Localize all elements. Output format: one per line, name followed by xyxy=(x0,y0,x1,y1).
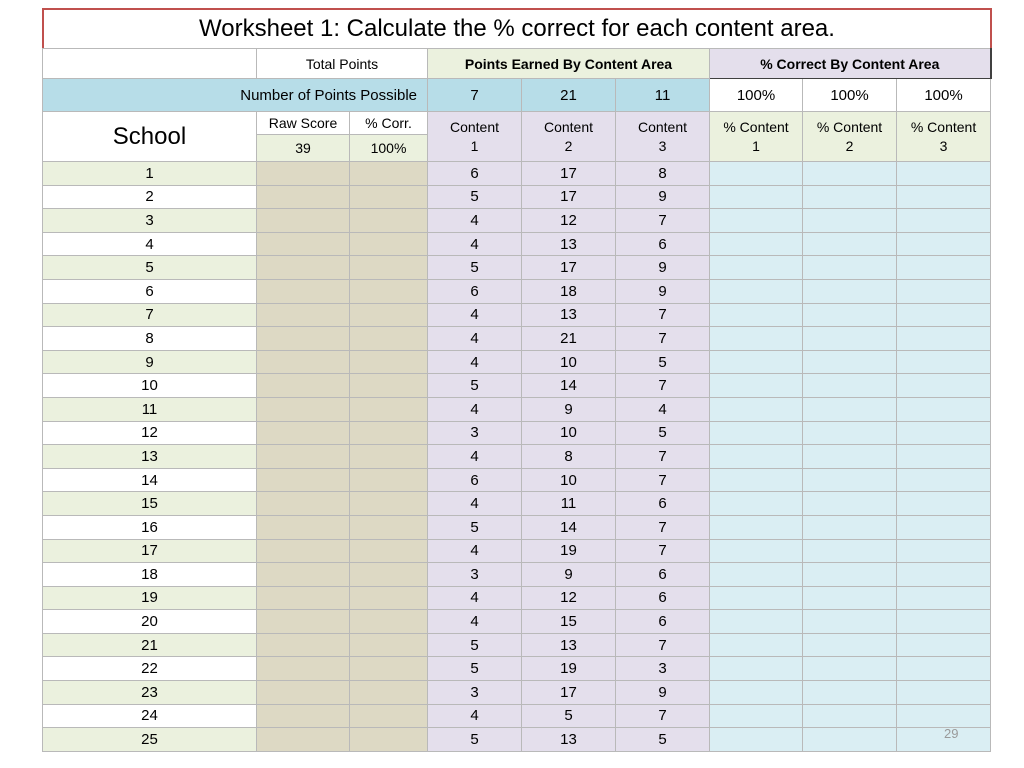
pct-content-3-input-cell[interactable] xyxy=(897,633,991,657)
raw-score-input-cell[interactable] xyxy=(257,704,350,728)
content-3-cell: 7 xyxy=(616,633,710,657)
raw-score-input-cell[interactable] xyxy=(257,232,350,256)
pct-content-2-input-cell[interactable] xyxy=(803,728,897,752)
raw-score-input-cell[interactable] xyxy=(257,162,350,186)
content-1-cell: 5 xyxy=(428,256,522,280)
pct-content-2-input-cell[interactable] xyxy=(803,421,897,445)
raw-score-input-cell[interactable] xyxy=(257,492,350,516)
raw-score-input-cell[interactable] xyxy=(257,586,350,610)
pct-content-2-input-cell[interactable] xyxy=(803,232,897,256)
pct-content-2-input-cell[interactable] xyxy=(803,704,897,728)
content-3-cell: 5 xyxy=(616,421,710,445)
pct-content-2-input-cell[interactable] xyxy=(803,492,897,516)
possible-content-3: 11 xyxy=(616,79,710,112)
pct-corr-input-cell[interactable] xyxy=(350,515,428,539)
raw-score-input-cell[interactable] xyxy=(257,445,350,469)
raw-score-input-cell[interactable] xyxy=(257,610,350,634)
raw-score-input-cell[interactable] xyxy=(257,185,350,209)
school-cell: 2 xyxy=(43,185,257,209)
worksheet-title-text: Worksheet 1: Calculate the % correct for each content area. xyxy=(199,15,835,42)
pct-content-3-input-cell[interactable] xyxy=(897,209,991,233)
content-2-cell: 17 xyxy=(522,256,616,280)
worksheet-table xyxy=(42,48,992,752)
pct-content-3-input-cell[interactable] xyxy=(897,539,991,563)
table-row xyxy=(43,728,991,752)
pct-corr-input-cell[interactable] xyxy=(350,350,428,374)
pct-content-2-input-cell[interactable] xyxy=(803,303,897,327)
pct-content-3-label: % Content 3 xyxy=(910,118,977,154)
content-1-cell: 6 xyxy=(428,468,522,492)
content-2-cell: 9 xyxy=(522,563,616,587)
table-row xyxy=(43,350,991,374)
content-1-cell: 4 xyxy=(428,704,522,728)
school-cell: 8 xyxy=(43,327,257,351)
pct-content-2-input-cell[interactable] xyxy=(803,350,897,374)
pct-content-1-input-cell[interactable] xyxy=(710,657,803,681)
content-1-cell: 4 xyxy=(428,232,522,256)
content-2-cell: 13 xyxy=(522,728,616,752)
possible-content-2: 21 xyxy=(522,79,616,112)
pct-content-2-input-cell[interactable] xyxy=(803,374,897,398)
content-1-cell: 6 xyxy=(428,279,522,303)
content-2-cell: 13 xyxy=(522,303,616,327)
school-cell: 17 xyxy=(43,539,257,563)
pct-content-2-label: % Content 2 xyxy=(816,118,883,154)
raw-score-input-cell[interactable] xyxy=(257,279,350,303)
school-cell: 15 xyxy=(43,492,257,516)
pct-content-1-input-cell[interactable] xyxy=(710,492,803,516)
content-3-cell: 6 xyxy=(616,586,710,610)
pct-content-2-input-cell[interactable] xyxy=(803,397,897,421)
content-1-cell: 3 xyxy=(428,681,522,705)
content-2-cell: 13 xyxy=(522,633,616,657)
content-3-cell: 7 xyxy=(616,515,710,539)
pct-corr-input-cell[interactable] xyxy=(350,421,428,445)
content-3-cell: 6 xyxy=(616,232,710,256)
pct-content-3-input-cell[interactable] xyxy=(897,303,991,327)
points-possible-label: Number of Points Possible xyxy=(43,79,428,112)
content-3-cell: 6 xyxy=(616,492,710,516)
raw-score-input-cell[interactable] xyxy=(257,563,350,587)
pct-content-2-input-cell[interactable] xyxy=(803,256,897,280)
table-row xyxy=(43,209,991,233)
pct-corr-input-cell[interactable] xyxy=(350,162,428,186)
content-1-cell: 5 xyxy=(428,657,522,681)
table-row xyxy=(43,586,991,610)
content-1-cell: 6 xyxy=(428,162,522,186)
content-2-cell: 11 xyxy=(522,492,616,516)
pct-content-1-input-cell[interactable] xyxy=(710,704,803,728)
content-3-label: Content 3 xyxy=(637,118,688,154)
content-2-cell: 17 xyxy=(522,185,616,209)
raw-score-input-cell[interactable] xyxy=(257,515,350,539)
pct-content-2-input-cell[interactable] xyxy=(803,633,897,657)
table-row xyxy=(43,563,991,587)
content-1-cell: 4 xyxy=(428,610,522,634)
content-3-cell: 9 xyxy=(616,185,710,209)
pct-content-1-input-cell[interactable] xyxy=(710,586,803,610)
pct-content-3-input-cell[interactable] xyxy=(897,492,991,516)
school-cell: 14 xyxy=(43,468,257,492)
raw-score-input-cell[interactable] xyxy=(257,657,350,681)
header-row-possible xyxy=(43,79,991,112)
pct-content-1-input-cell[interactable] xyxy=(710,209,803,233)
content-3-cell: 5 xyxy=(616,350,710,374)
pct-content-3-input-cell[interactable] xyxy=(897,468,991,492)
raw-score-input-cell[interactable] xyxy=(257,327,350,351)
pct-content-1-input-cell[interactable] xyxy=(710,327,803,351)
pct-content-3-input-cell[interactable] xyxy=(897,586,991,610)
pct-content-3-input-cell[interactable] xyxy=(897,256,991,280)
pct-corr-input-cell[interactable] xyxy=(350,397,428,421)
worksheet-title xyxy=(42,8,992,50)
content-3-cell: 9 xyxy=(616,279,710,303)
pct-content-2-input-cell[interactable] xyxy=(803,681,897,705)
school-cell: 9 xyxy=(43,350,257,374)
raw-score-input-cell[interactable] xyxy=(257,303,350,327)
content-2-cell: 14 xyxy=(522,374,616,398)
content-1-label: Content 1 xyxy=(449,118,500,154)
pct-content-1-input-cell[interactable] xyxy=(710,397,803,421)
raw-score-input-cell[interactable] xyxy=(257,421,350,445)
pct-content-3-input-cell[interactable] xyxy=(897,327,991,351)
content-3-cell: 7 xyxy=(616,704,710,728)
content-2-cell: 15 xyxy=(522,610,616,634)
content-3-header xyxy=(616,112,710,162)
content-2-cell: 13 xyxy=(522,232,616,256)
school-cell: 1 xyxy=(43,162,257,186)
content-2-label: Content 2 xyxy=(543,118,594,154)
raw-score-input-cell[interactable] xyxy=(257,397,350,421)
content-1-cell: 4 xyxy=(428,209,522,233)
content-2-cell: 19 xyxy=(522,657,616,681)
content-1-cell: 4 xyxy=(428,327,522,351)
raw-score-input-cell[interactable] xyxy=(257,681,350,705)
content-2-cell: 12 xyxy=(522,209,616,233)
header-row-3 xyxy=(43,112,991,135)
pct-content-3-input-cell[interactable] xyxy=(897,397,991,421)
pct-content-1-input-cell[interactable] xyxy=(710,232,803,256)
pct-corr-input-cell[interactable] xyxy=(350,492,428,516)
content-1-cell: 5 xyxy=(428,728,522,752)
pct-content-1-header xyxy=(710,112,803,162)
school-cell: 20 xyxy=(43,610,257,634)
content-3-cell: 4 xyxy=(616,397,710,421)
pct-content-1-input-cell[interactable] xyxy=(710,421,803,445)
raw-score-input-cell[interactable] xyxy=(257,468,350,492)
pct-content-1-input-cell[interactable] xyxy=(710,468,803,492)
content-2-cell: 12 xyxy=(522,586,616,610)
pct-content-3-input-cell[interactable] xyxy=(897,350,991,374)
pct-content-1-input-cell[interactable] xyxy=(710,515,803,539)
content-2-cell: 9 xyxy=(522,397,616,421)
content-3-cell: 5 xyxy=(616,728,710,752)
pct-content-3-header xyxy=(897,112,991,162)
school-cell: 21 xyxy=(43,633,257,657)
table-row xyxy=(43,515,991,539)
pct-content-2-input-cell[interactable] xyxy=(803,209,897,233)
blank-cell xyxy=(43,49,257,79)
pct-content-1-input-cell[interactable] xyxy=(710,256,803,280)
pct-content-2-input-cell[interactable] xyxy=(803,657,897,681)
table-row xyxy=(43,610,991,634)
pct-corr-input-cell[interactable] xyxy=(350,657,428,681)
pct-content-2-input-cell[interactable] xyxy=(803,563,897,587)
content-2-cell: 14 xyxy=(522,515,616,539)
content-1-header xyxy=(428,112,522,162)
content-1-cell: 3 xyxy=(428,421,522,445)
content-3-cell: 7 xyxy=(616,539,710,563)
table-row xyxy=(43,162,991,186)
school-cell: 12 xyxy=(43,421,257,445)
school-cell: 11 xyxy=(43,397,257,421)
content-3-cell: 7 xyxy=(616,303,710,327)
content-3-cell: 8 xyxy=(616,162,710,186)
table-row xyxy=(43,232,991,256)
pct-content-1-input-cell[interactable] xyxy=(710,633,803,657)
pct-content-3-input-cell[interactable] xyxy=(897,563,991,587)
content-1-cell: 4 xyxy=(428,350,522,374)
pct-content-2-input-cell[interactable] xyxy=(803,610,897,634)
table-row xyxy=(43,704,991,728)
school-cell: 23 xyxy=(43,681,257,705)
school-cell: 22 xyxy=(43,657,257,681)
table-row xyxy=(43,445,991,469)
table-row xyxy=(43,279,991,303)
pct-corr-input-cell[interactable] xyxy=(350,728,428,752)
pct-content-2-input-cell[interactable] xyxy=(803,162,897,186)
pct-content-1-input-cell[interactable] xyxy=(710,279,803,303)
total-points-header: Total Points xyxy=(257,49,428,79)
pct-content-2-input-cell[interactable] xyxy=(803,185,897,209)
pct-content-3-input-cell[interactable] xyxy=(897,421,991,445)
pct-corr-input-cell[interactable] xyxy=(350,539,428,563)
table-row xyxy=(43,256,991,280)
pct-corr-input-cell[interactable] xyxy=(350,303,428,327)
pct-corr-input-cell[interactable] xyxy=(350,468,428,492)
pct-corr-input-cell[interactable] xyxy=(350,610,428,634)
content-1-cell: 4 xyxy=(428,397,522,421)
pct-content-1-input-cell[interactable] xyxy=(710,374,803,398)
pct-content-2-input-cell[interactable] xyxy=(803,586,897,610)
raw-score-input-cell[interactable] xyxy=(257,350,350,374)
pct-corr-input-cell[interactable] xyxy=(350,256,428,280)
content-3-cell: 6 xyxy=(616,610,710,634)
page-number: 29 xyxy=(944,726,959,741)
table-row xyxy=(43,421,991,445)
content-3-cell: 7 xyxy=(616,374,710,398)
content-3-cell: 7 xyxy=(616,327,710,351)
pct-content-3-input-cell[interactable] xyxy=(897,445,991,469)
content-1-cell: 4 xyxy=(428,303,522,327)
raw-score-input-cell[interactable] xyxy=(257,728,350,752)
content-2-cell: 18 xyxy=(522,279,616,303)
pct-corr-input-cell[interactable] xyxy=(350,185,428,209)
content-2-cell: 10 xyxy=(522,468,616,492)
content-1-cell: 5 xyxy=(428,374,522,398)
table-row xyxy=(43,303,991,327)
content-2-cell: 17 xyxy=(522,681,616,705)
pct-corr-input-cell[interactable] xyxy=(350,327,428,351)
content-1-cell: 3 xyxy=(428,563,522,587)
school-cell: 7 xyxy=(43,303,257,327)
header-row-1 xyxy=(43,49,991,79)
school-cell: 10 xyxy=(43,374,257,398)
content-2-cell: 8 xyxy=(522,445,616,469)
pct-content-1-input-cell[interactable] xyxy=(710,539,803,563)
school-cell: 16 xyxy=(43,515,257,539)
raw-score-input-cell[interactable] xyxy=(257,539,350,563)
school-cell: 5 xyxy=(43,256,257,280)
possible-pct-2: 100% xyxy=(803,79,897,112)
pct-content-3-input-cell[interactable] xyxy=(897,657,991,681)
pct-content-3-input-cell[interactable] xyxy=(897,162,991,186)
content-3-cell: 6 xyxy=(616,563,710,587)
pct-corr-input-cell[interactable] xyxy=(350,633,428,657)
school-header: School xyxy=(43,112,257,162)
raw-score-input-cell[interactable] xyxy=(257,256,350,280)
pct-content-1-input-cell[interactable] xyxy=(710,185,803,209)
table-row xyxy=(43,397,991,421)
table-row xyxy=(43,539,991,563)
raw-score-input-cell[interactable] xyxy=(257,374,350,398)
table-row xyxy=(43,633,991,657)
content-1-cell: 4 xyxy=(428,586,522,610)
pct-corr-input-cell[interactable] xyxy=(350,563,428,587)
school-cell: 19 xyxy=(43,586,257,610)
pct-total: 100% xyxy=(350,135,428,162)
pct-corr-input-cell[interactable] xyxy=(350,681,428,705)
school-cell: 4 xyxy=(43,232,257,256)
pct-content-3-input-cell[interactable] xyxy=(897,232,991,256)
school-cell: 13 xyxy=(43,445,257,469)
table-row xyxy=(43,185,991,209)
pct-content-2-input-cell[interactable] xyxy=(803,445,897,469)
pct-corr-input-cell[interactable] xyxy=(350,279,428,303)
content-2-cell: 17 xyxy=(522,162,616,186)
possible-pct-1: 100% xyxy=(710,79,803,112)
content-2-cell: 19 xyxy=(522,539,616,563)
pct-content-3-input-cell[interactable] xyxy=(897,681,991,705)
school-cell: 25 xyxy=(43,728,257,752)
pct-content-2-header xyxy=(803,112,897,162)
pct-content-3-input-cell[interactable] xyxy=(897,185,991,209)
school-cell: 18 xyxy=(43,563,257,587)
content-3-cell: 9 xyxy=(616,256,710,280)
pct-content-1-input-cell[interactable] xyxy=(710,610,803,634)
possible-pct-3: 100% xyxy=(897,79,991,112)
content-1-cell: 4 xyxy=(428,445,522,469)
pct-content-3-input-cell[interactable] xyxy=(897,374,991,398)
content-2-header xyxy=(522,112,616,162)
pct-corr-header: % Corr. xyxy=(350,112,428,135)
school-cell: 6 xyxy=(43,279,257,303)
content-2-cell: 10 xyxy=(522,421,616,445)
pct-corr-input-cell[interactable] xyxy=(350,374,428,398)
pct-content-1-input-cell[interactable] xyxy=(710,563,803,587)
school-cell: 24 xyxy=(43,704,257,728)
content-2-cell: 21 xyxy=(522,327,616,351)
possible-content-1: 7 xyxy=(428,79,522,112)
content-3-cell: 7 xyxy=(616,209,710,233)
pct-corr-input-cell[interactable] xyxy=(350,232,428,256)
raw-score-input-cell[interactable] xyxy=(257,209,350,233)
pct-content-2-input-cell[interactable] xyxy=(803,539,897,563)
content-2-cell: 5 xyxy=(522,704,616,728)
school-cell: 3 xyxy=(43,209,257,233)
pct-content-3-input-cell[interactable] xyxy=(897,610,991,634)
table-row xyxy=(43,468,991,492)
pct-content-3-input-cell[interactable] xyxy=(897,515,991,539)
pct-corr-input-cell[interactable] xyxy=(350,445,428,469)
table-row xyxy=(43,657,991,681)
pct-content-2-input-cell[interactable] xyxy=(803,468,897,492)
pct-correct-header: % Correct By Content Area xyxy=(710,49,991,79)
pct-content-2-input-cell[interactable] xyxy=(803,279,897,303)
pct-content-2-input-cell[interactable] xyxy=(803,327,897,351)
pct-content-1-input-cell[interactable] xyxy=(710,350,803,374)
pct-corr-input-cell[interactable] xyxy=(350,586,428,610)
content-1-cell: 4 xyxy=(428,539,522,563)
content-2-cell: 10 xyxy=(522,350,616,374)
content-3-cell: 3 xyxy=(616,657,710,681)
content-1-cell: 5 xyxy=(428,515,522,539)
pct-content-2-input-cell[interactable] xyxy=(803,515,897,539)
raw-score-input-cell[interactable] xyxy=(257,633,350,657)
content-1-cell: 4 xyxy=(428,492,522,516)
raw-total: 39 xyxy=(257,135,350,162)
table-row xyxy=(43,681,991,705)
pct-content-3-input-cell[interactable] xyxy=(897,704,991,728)
content-1-cell: 5 xyxy=(428,633,522,657)
pct-content-1-label: % Content 1 xyxy=(723,118,789,154)
content-1-cell: 5 xyxy=(428,185,522,209)
table-row xyxy=(43,374,991,398)
content-3-cell: 7 xyxy=(616,468,710,492)
pct-content-1-input-cell[interactable] xyxy=(710,728,803,752)
content-3-cell: 9 xyxy=(616,681,710,705)
raw-score-header: Raw Score xyxy=(257,112,350,135)
points-earned-header: Points Earned By Content Area xyxy=(428,49,710,79)
pct-content-1-input-cell[interactable] xyxy=(710,445,803,469)
pct-content-1-input-cell[interactable] xyxy=(710,303,803,327)
pct-corr-input-cell[interactable] xyxy=(350,209,428,233)
pct-corr-input-cell[interactable] xyxy=(350,704,428,728)
pct-content-1-input-cell[interactable] xyxy=(710,681,803,705)
pct-content-3-input-cell[interactable] xyxy=(897,279,991,303)
table-row xyxy=(43,327,991,351)
content-3-cell: 7 xyxy=(616,445,710,469)
table-row xyxy=(43,492,991,516)
pct-content-1-input-cell[interactable] xyxy=(710,162,803,186)
